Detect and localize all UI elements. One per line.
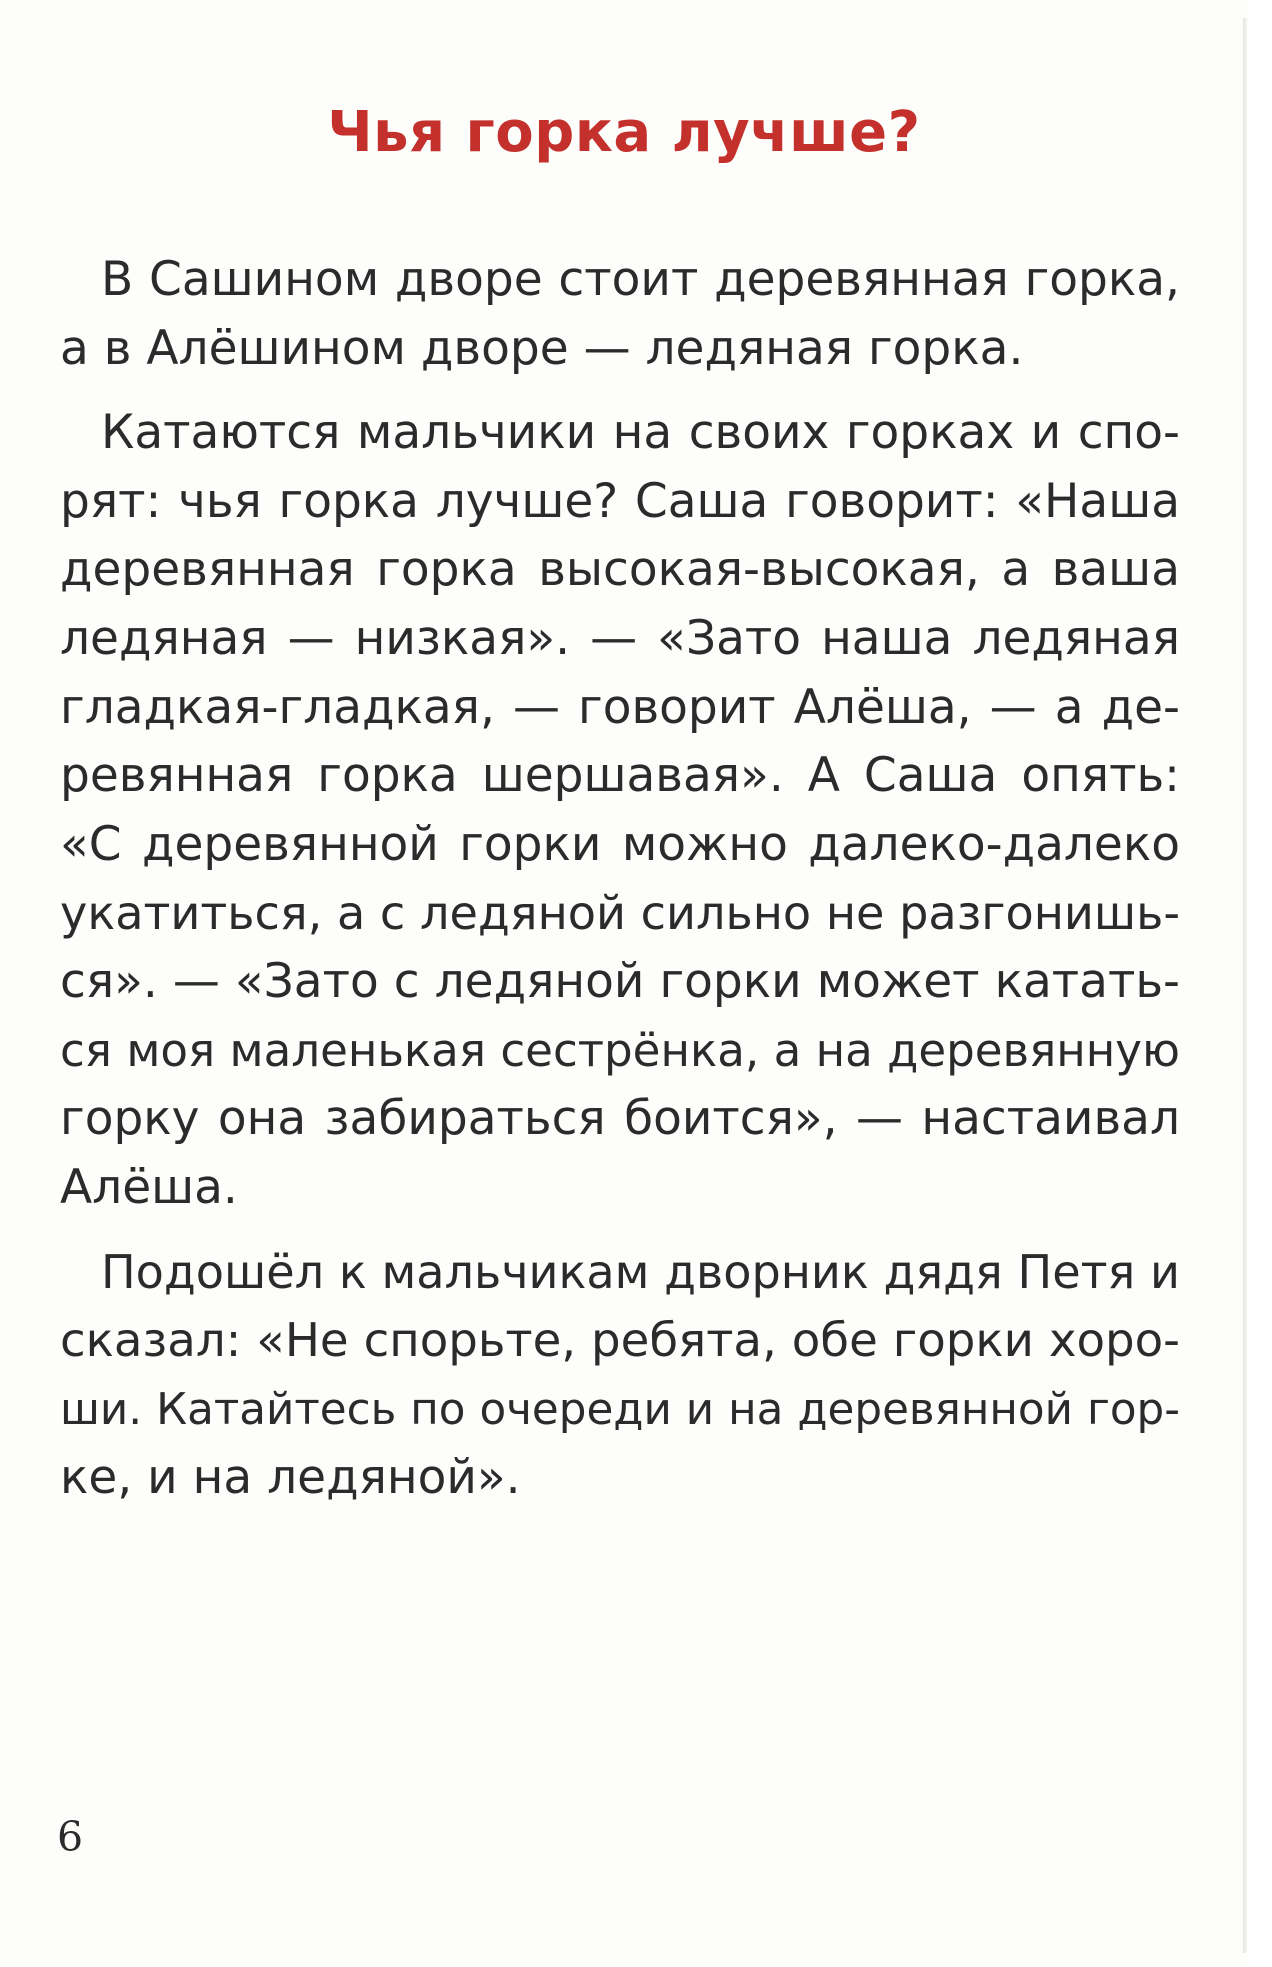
paragraph-1: [60, 246, 1180, 383]
text-line: сказал: «Не спорьте, ребята, обе горки хоро-: [60, 1313, 1180, 1368]
text-line: Катаются мальчики на своих горках и спо-: [101, 405, 1180, 461]
paragraph-3: [60, 1238, 1180, 1512]
text-line: «С деревянной горки можно далеко-далеко: [60, 816, 1180, 872]
text-line: ледяная — низкая». — «Зато наша ледяная: [60, 610, 1180, 666]
text-line: рят: чья горка лучше? Саша говорит: «Наша: [60, 473, 1180, 529]
text-line: ревянная горка шершавая». А Саша опять:: [60, 748, 1180, 804]
text-line: Алёша.: [60, 1159, 238, 1215]
paragraph-2: [60, 399, 1180, 1222]
page-edge: [1243, 18, 1247, 1953]
text-line: деревянная горка высокая-высокая, а ваша: [60, 542, 1180, 598]
text-line: укатиться, а с ледяной сильно не разгонишь-: [60, 886, 1180, 941]
text-line: В Сашином дворе стоит деревянная горка,: [101, 252, 1180, 307]
text-line: ке, и на ледяной».: [60, 1450, 521, 1506]
story-body: [60, 246, 1180, 1529]
text-line: ся». — «Зато с ледяной горки может катать-: [60, 953, 1180, 1009]
story-title: Чья горка лучше?: [327, 100, 921, 165]
text-line: гладкая-гладкая, — говорит Алёша, — а де-: [60, 679, 1180, 735]
text-line: а в Алёшином дворе — ледяная горка.: [60, 320, 1024, 376]
text-line: ши. Катайтесь по очереди и на деревянной гор-: [60, 1383, 1180, 1435]
text-line: горку она забираться боится», — настаивал: [60, 1091, 1180, 1147]
text-line: ся моя маленькая сестрёнка, а на деревянную: [60, 1023, 1180, 1077]
text-line: Подошёл к мальчикам дворник дядя Петя и: [101, 1245, 1180, 1300]
page-number: 6: [57, 1813, 84, 1861]
